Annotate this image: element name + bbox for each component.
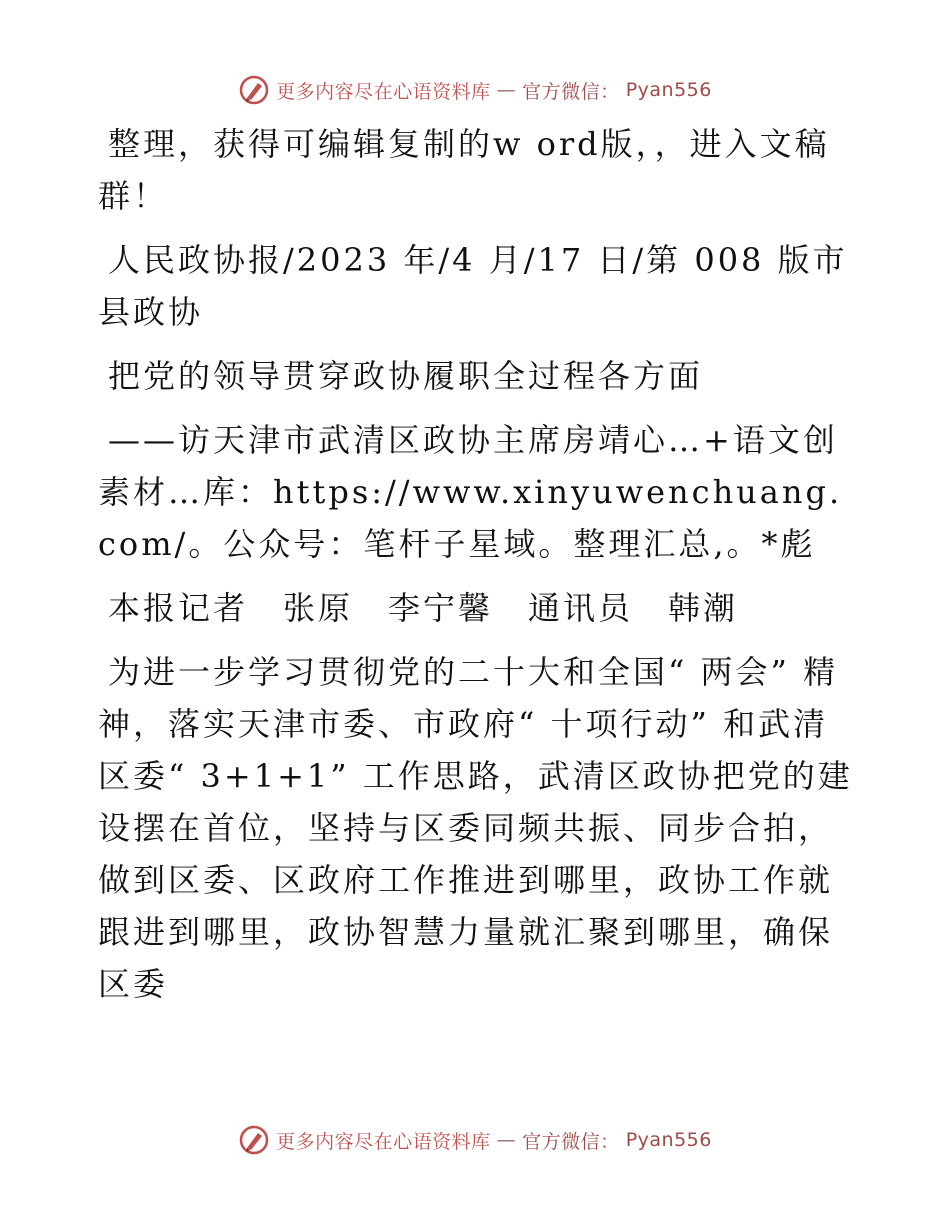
header-separator: — [496,79,517,101]
header-banner [0,70,950,110]
document-body [98,118,858,1022]
article-title: 把党的领导贯穿政协履职全过程各方面 [108,357,704,395]
paragraph-source: 人民政协报/2023 年/4 月/17 日/第 008 版市县政协 [98,241,848,331]
paragraph-notice: 整理，获得可编辑复制的w ord版，，进入文稿群！ [98,125,830,215]
header-banner-text: 更多内容尽在心语资料库 [276,80,491,103]
paragraph-body: 为进一步学习贯彻党的二十大和全国“ 两会” 精神，落实天津市委、市政府“ 十项行动” 和武清区委“ 3+1+1” 工作思路，武清区政协把党的建设摆在首位，坚持与区委同频共振、同步合拍，做到区委、区政府工作推进到哪里，政协工作就跟进到哪里，政协智慧力量就汇聚到哪里，确保区委 [98,653,853,1003]
footer-wechat-id: Pyan556 [625,1129,712,1151]
header-wechat-label: 官方微信： [522,80,620,103]
header-wechat-id: Pyan556 [625,79,712,101]
footer-banner-text: 更多内容尽在心语资料库 [276,1130,491,1153]
footer-separator: — [496,1129,517,1151]
pen-logo-icon [238,74,270,106]
footer-wechat-label: 官方微信： [522,1130,620,1153]
byline: 本报记者 张原 李宁馨 通讯员 韩潮 [108,589,739,627]
pen-logo-icon [238,1124,270,1156]
footer-banner [0,1120,950,1160]
article-subtitle: ——访天津市武清区政协主席房靖心…+语文创素材…库：https://www.xinyuwenchuang.com/。公众号：笔杆子星域。整理汇总,。*彪 [98,421,843,563]
